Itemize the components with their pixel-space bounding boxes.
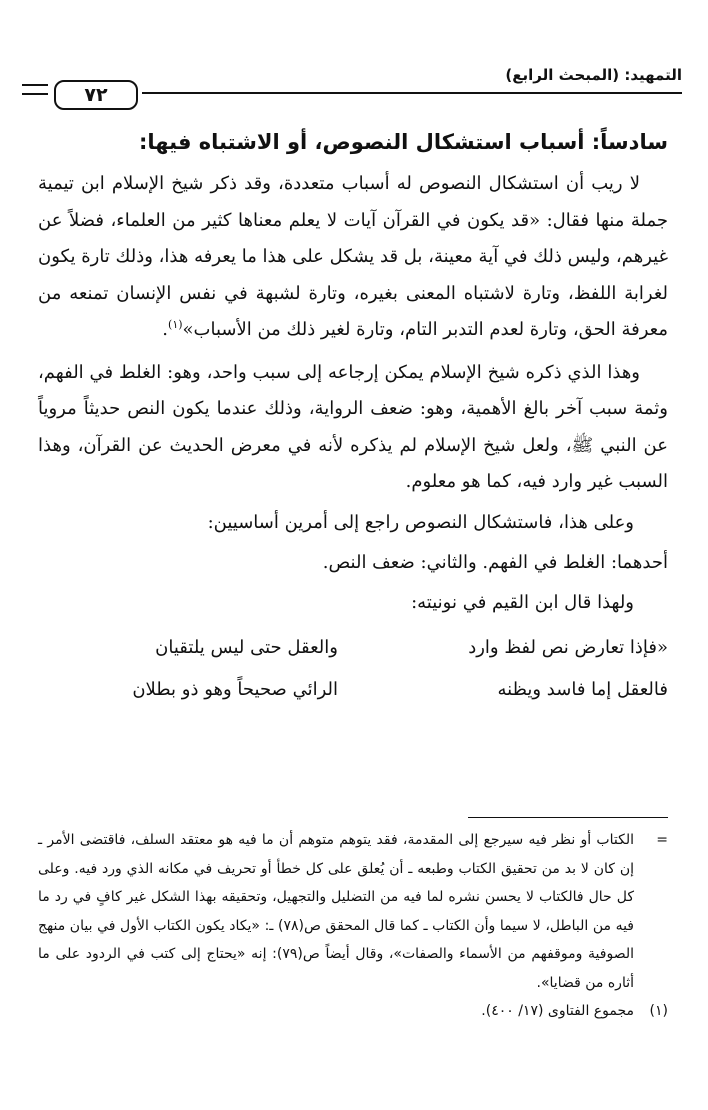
- footnote-separator: [468, 817, 668, 818]
- footnote-continuation-text: الكتاب أو نظر فيه سيرجع إلى المقدمة، فقد يتوهم متوهم أن ما فيه هو معتقد السلف، فاقتضى الأمر ـ إن كان لا بد من تحقيق الكتاب وطبعه ـ أن يُعلق على كل خطأ أو تحريف في مكانه الذي ورد فيه. وعلى كل حال فالكتاب لا يحسن نشره لما فيه من التضليل والتجهيل، وتحقيقه بهذا الشكل غير كافٍ في رد ما فيه من الباطل، لا سيما وأن الكتاب ـ كما قال المحقق ص(٧٨) ـ: «يكاد يكون الكتاب الأول في بيان منهج الصوفية وموقفهم من الأسماء والصفات»، وقال أيضاً ص(٧٩): إنه «يحتاج إلى كتب في الردود على ما أثاره من قضايا».: [38, 832, 634, 991]
- footnote-ref-1[interactable]: (١): [168, 318, 183, 331]
- footnote-1: [38, 997, 668, 1026]
- verse-1-first-hemistich: «فإذا تعارض نص لفظ وارد: [468, 636, 668, 658]
- text-line-poem-intro: ولهذا قال ابن القيم في نونيته:: [411, 591, 634, 613]
- verse-1-second-hemistich: والعقل حتى ليس يلتقيان: [155, 636, 338, 658]
- footnote-1-text: مجموع الفتاوى (١٧/ ٤٠٠).: [481, 1003, 634, 1019]
- text-line-conclusion: وعلى هذا، فاستشكال النصوص راجع إلى أمرين أساسيين:: [207, 511, 634, 533]
- footnote-1-marker: (١): [649, 1003, 668, 1019]
- poem-verse: [38, 671, 668, 713]
- footnote-continuation: [38, 826, 668, 997]
- text-line-two-causes: أحدهما: الغلط في الفهم. والثاني: ضعف النص.: [322, 551, 668, 573]
- paragraph-1: [38, 166, 668, 349]
- page-number: ٧٢: [54, 80, 138, 110]
- main-text: [38, 124, 668, 713]
- verse-2-second-hemistich: الرائي صحيحاً وهو ذو بطلان: [132, 678, 338, 700]
- poem-verse: [38, 629, 668, 671]
- paragraph-1-end: .: [162, 319, 169, 340]
- footnote-continuation-marker: =: [656, 832, 668, 848]
- paragraph-2: وهذا الذي ذكره شيخ الإسلام يمكن إرجاعه إلى سبب واحد، وهو: الغلط في الفهم، وثمة سبب آخر بالغ الأهمية، وهو: ضعف الرواية، وذلك عندما يكون النص حديثاً مروياً عن النبي ﷺ، ولعل شيخ الإسلام لم يذكره لأنه في معرض الحديث عن القرآن، وهذا السبب غير وارد فيه، كما هو معلوم.: [38, 361, 668, 492]
- header-rule: [142, 92, 682, 94]
- poem: [38, 629, 668, 713]
- paragraph-1-text: لا ريب أن استشكال النصوص له أسباب متعددة، وقد ذكر شيخ الإسلام ابن تيمية جملة منها فقال: «قد يكون في القرآن آيات لا يعلم معناها كثير من العلماء، فضلاً عن غيرهم، وليس ذلك في آية معينة، بل قد يشكل على هذا ما يعرفه هذا، وذلك تارة يكون لغرابة اللفظ، وتارة لاشتباه المعنى بغيره، وتارة لشبهة في نفس الإنسان تمنعه من معرفة الحق، وتارة لعدم التدبر التام، وتارة لغير ذلك من الأسباب»: [38, 173, 668, 340]
- section-heading: سادساً: أسباب استشكال النصوص، أو الاشتباه فيها:: [138, 130, 668, 154]
- footnotes: [38, 826, 668, 1026]
- running-title: التمهيد: (المبحث الرابع): [505, 66, 682, 84]
- page-header: [22, 62, 682, 114]
- page-number-ornament: [22, 84, 48, 102]
- verse-2-first-hemistich: فالعقل إما فاسد ويظنه: [497, 678, 668, 700]
